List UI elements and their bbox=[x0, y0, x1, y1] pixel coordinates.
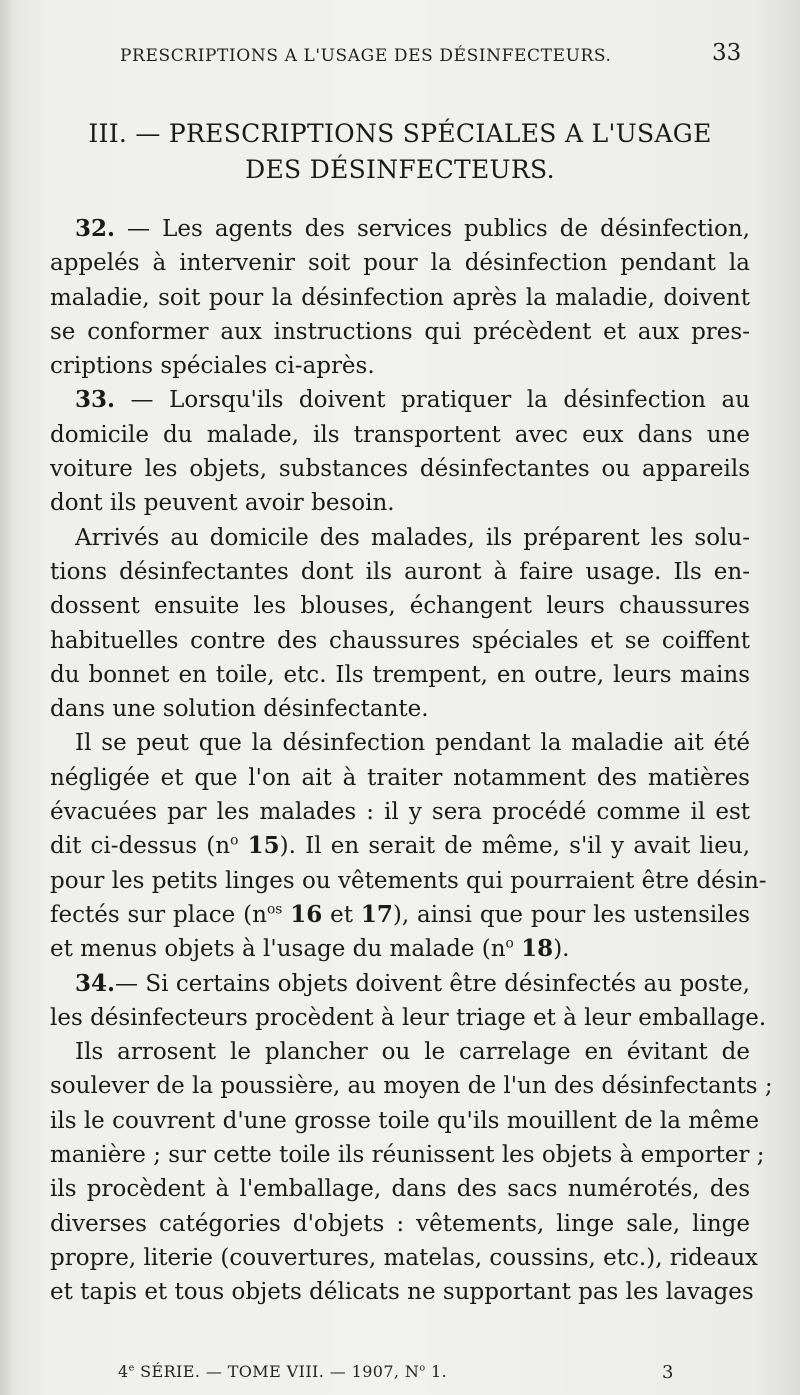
text-line: Il se peut que la désinfection pendant la maladie ait été bbox=[75, 730, 750, 757]
cross-reference: 18 bbox=[521, 935, 554, 963]
text-line: du bonnet en toile, etc. Ils trempent, en outre, leurs mains bbox=[50, 661, 750, 688]
running-head bbox=[0, 38, 800, 72]
text-line: propre, literie (couvertures, matelas, coussins, etc.), rideaux bbox=[50, 1244, 758, 1271]
text-line: diverses catégories d'objets : vêtements, linge sale, linge bbox=[50, 1210, 750, 1237]
cross-reference: 16 bbox=[290, 900, 323, 928]
text-line: domicile du malade, ils transportent avec eux dans une bbox=[50, 421, 750, 448]
section-heading-line-2: DES DÉSINFECTEURS. bbox=[245, 155, 555, 184]
page-number: 33 bbox=[712, 40, 742, 66]
paragraph-number: 34. bbox=[75, 969, 116, 997]
text-line: maladie, soit pour la désinfection après la maladie, doivent bbox=[50, 284, 750, 311]
text-line: et tapis et tous objets délicats ne supportant pas les lavages bbox=[50, 1279, 754, 1306]
paragraph-32 bbox=[50, 212, 750, 383]
text-line: tions désinfectantes dont ils auront à faire usage. Ils en- bbox=[50, 558, 750, 585]
gathering-signature: 3 bbox=[662, 1362, 674, 1383]
paragraph-number: 33. bbox=[75, 386, 116, 414]
text-line: appelés à intervenir soit pour la désinfection pendant la bbox=[50, 250, 750, 277]
text-line: dit ci-dessus ($n^o$ 15). Il en serait de même, s'il y avait lieu, bbox=[50, 832, 751, 860]
text-line: dossent ensuite les blouses, échangent leurs chaussures bbox=[50, 593, 750, 620]
text-line: dans une solution désinfectante. bbox=[50, 696, 429, 723]
section-heading-line-1: III. — PRESCRIPTIONS SPÉCIALES A L'USAGE bbox=[88, 119, 712, 148]
paragraph-34-packing bbox=[50, 1035, 773, 1309]
text-line: évacuées par les malades : il y sera procédé comme il est bbox=[50, 799, 750, 826]
text-line: Arrivés au domicile des malades, ils préparent les solu- bbox=[75, 524, 750, 551]
text-line: ils le couvrent d'une grosse toile qu'ils mouillent de la même bbox=[50, 1107, 760, 1134]
text-line: pour les petits linges ou vêtements qui pourraient être désin- bbox=[50, 867, 767, 894]
text-line: 34.— Si certains objets doivent être désinfectés au poste, bbox=[75, 969, 750, 997]
text-line: manière ; sur cette toile ils réunissent les objets à emporter ; bbox=[50, 1142, 765, 1169]
page-footer bbox=[0, 1362, 800, 1386]
text-line: et menus objets à l'usage du malade ($n^o$ 18). bbox=[50, 935, 570, 963]
text-line: dont ils peuvent avoir besoin. bbox=[50, 490, 395, 517]
paragraph-number: 32. bbox=[75, 215, 116, 242]
text-line: les désinfecteurs procèdent à leur triage et à leur emballage. bbox=[50, 1004, 767, 1031]
text-line: fectés sur place ($n^{os}$ 16 et 17), ainsi que pour les ustensiles bbox=[50, 900, 751, 928]
cross-reference: 17 bbox=[360, 900, 393, 928]
text-line: se conformer aux instructions qui précèdent et aux pres- bbox=[50, 318, 750, 345]
text-line: Ils arrosent le plancher ou le carrelage en évitant de bbox=[75, 1039, 750, 1066]
text-line: négligée et que l'on ait à traiter notamment des matières bbox=[50, 764, 750, 791]
section-heading bbox=[40, 116, 760, 188]
series-signature: 4e SÉRIE. — TOME VIII. — 1907, $N^o$ 1. bbox=[118, 1362, 448, 1381]
text-line: voiture les objets, substances désinfectantes ou appareils bbox=[50, 456, 750, 483]
running-head-title: PRESCRIPTIONS A L'USAGE DES DÉSINFECTEURS. bbox=[120, 46, 612, 66]
text-line: criptions spéciales ci-après. bbox=[50, 353, 375, 380]
paragraph-33 bbox=[50, 383, 750, 520]
text-line: ils procèdent à l'emballage, dans des sacs numérotés, des bbox=[50, 1176, 750, 1203]
paragraph-34 bbox=[50, 967, 767, 1036]
text-line: habituelles contre des chaussures spéciales et se coiffent bbox=[50, 627, 750, 654]
text-line: soulever de la poussière, au moyen de l'un des désinfectants ; bbox=[50, 1073, 773, 1100]
paragraph-33-arrival bbox=[50, 521, 750, 727]
body-text bbox=[50, 212, 773, 1310]
text-line: 32. — Les agents des services publics de désinfection, bbox=[75, 215, 750, 242]
paragraph-33-neglected bbox=[50, 726, 767, 966]
text-line: 33. — Lorsqu'ils doivent pratiquer la désinfection au bbox=[75, 386, 750, 414]
cross-reference: 15 bbox=[247, 832, 280, 860]
